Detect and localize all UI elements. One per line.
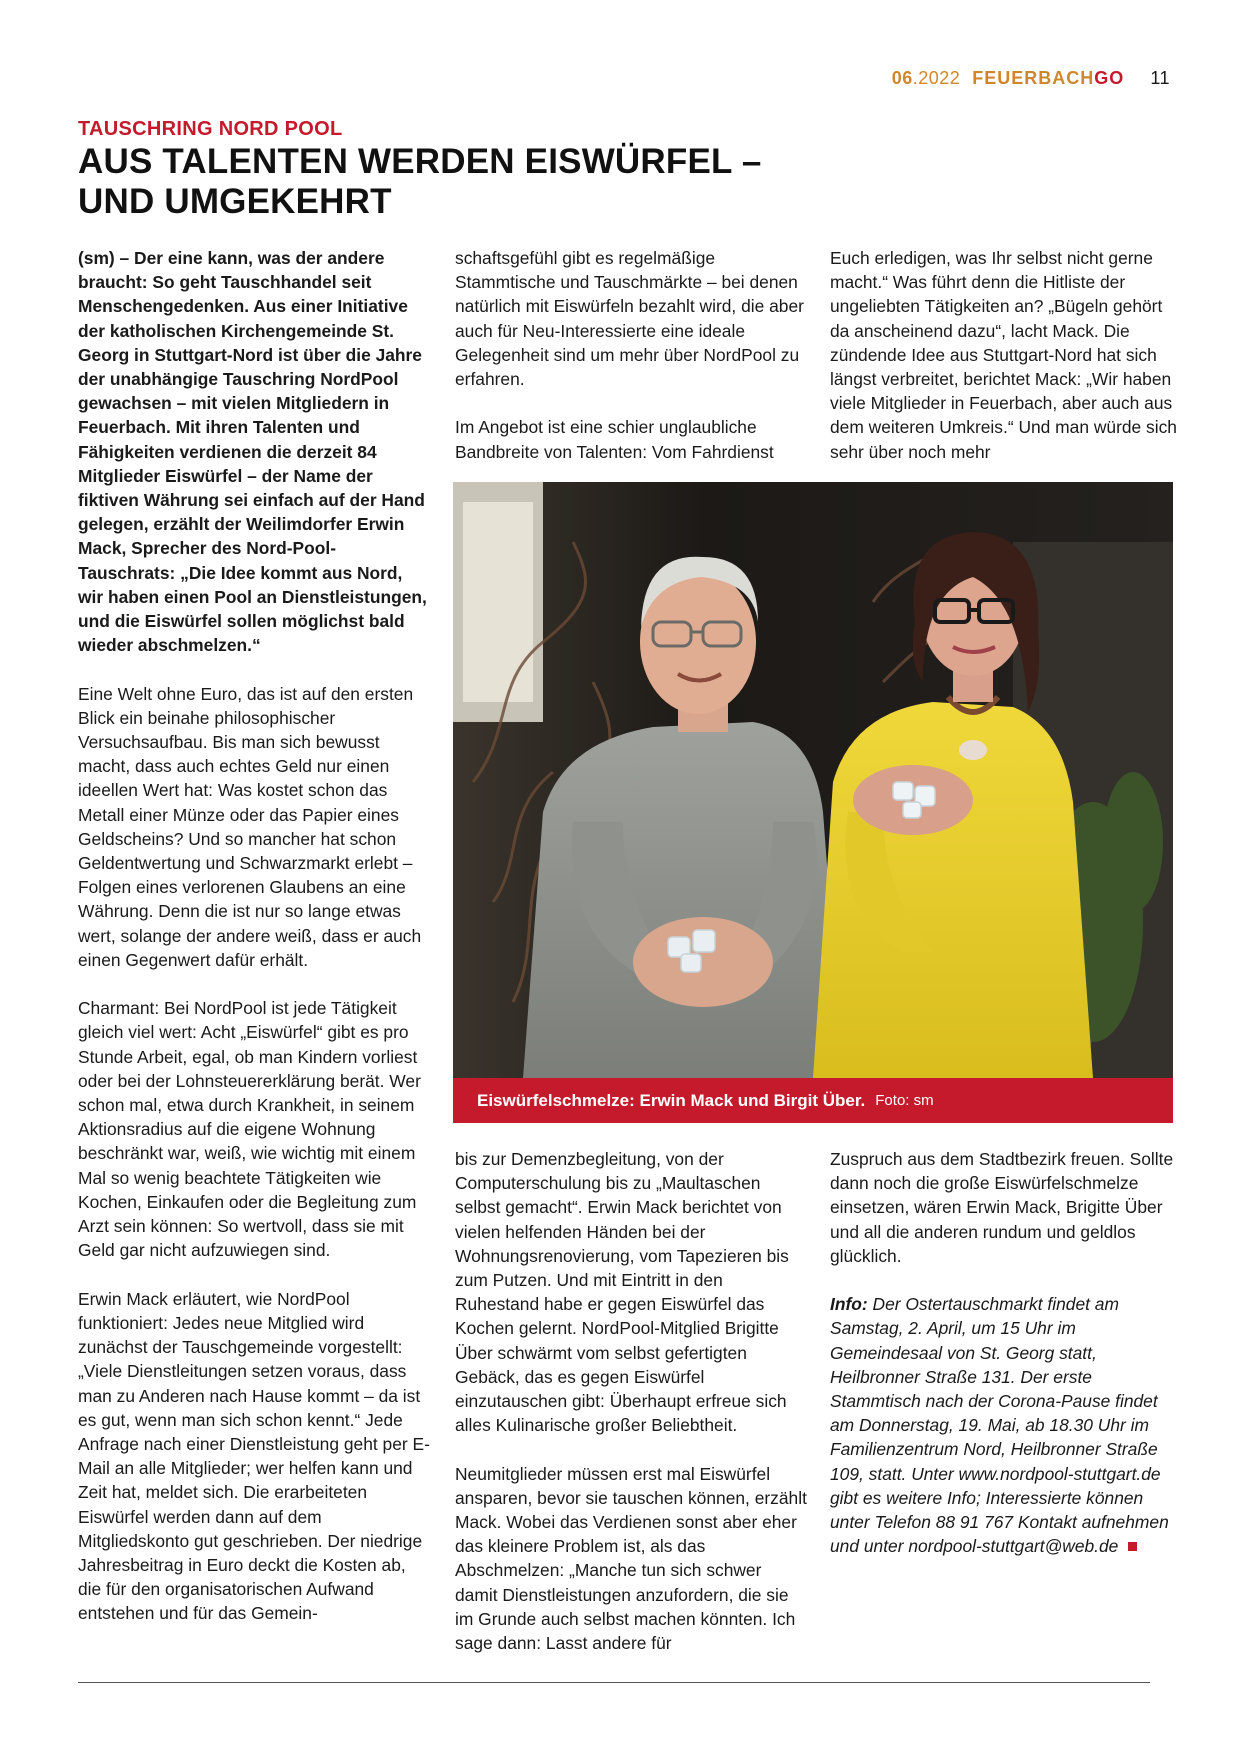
- body-paragraph: Erwin Mack erläutert, wie NordPool funktioniert: Jedes neue Mitglied wird zunächst der Tauschgemeinde vorgestellt: „Viele Dienstleitungen setzen voraus, dass man zu Anderen nach Hause kommt – da ist es gut, wenn man sich schon kennt.“ Jede Anfrage nach einer Dienstleistung geht per E-Mail an alle Mitglieder; wer helfen kann und Zeit hat, meldet sich. Die erarbeiteten Eiswürfel werden dann auf dem Mitgliedskonto gut geschrieben. Der niedrige Jahresbeitrag in Euro deckt die Kosten ab, die für den organisatorischen Aufwand entstehen und für das Gemein-: [78, 1288, 430, 1624]
- article-kicker: TAUSCHRING NORD POOL: [78, 118, 343, 140]
- column-1: [78, 246, 430, 1626]
- end-mark-icon: [1128, 1542, 1137, 1551]
- brand-name-part2: GO: [1094, 68, 1125, 88]
- body-paragraph: Zuspruch aus dem Stadtbezirk freuen. Sollte dann noch die große Eiswürfelschmelze einsetzen, wären Erwin Mack, Brigitte Über und all die anderen rundum und geldlos glücklich.: [830, 1149, 1174, 1266]
- issue-month: 06: [891, 68, 913, 88]
- photo-credit: Foto: sm: [875, 1092, 934, 1109]
- photo-illustration: [453, 482, 1173, 1078]
- body-paragraph: bis zur Demenzbegleitung, von der Computerschulung bis zu „Maultaschen selbst gemacht“. Erwin Mack berichtet von vielen helfenden Händen bei der Wohnungsrenovierung, vom Tapezieren bis zum Putzen. Und mit Eintritt in den Ruhestand habe er gegen Eiswürfel das Kochen gelernt. NordPool-Mitglied Brigitte Über schwärmt vom selbst gefertigten Gebäck, das es gegen Eiswürfel einzutauschen gibt: Überhaupt erfreue sich alles Kulinarische großer Beliebtheit.: [455, 1149, 789, 1436]
- article-photo: [453, 482, 1173, 1078]
- info-label: Info:: [830, 1294, 868, 1315]
- photo-caption: [453, 1078, 1173, 1123]
- info-text: Der Ostertauschmarkt findet am Samstag, 2. April, um 15 Uhr im Gemeindesaal von St. Georg statt, Heilbronner Straße 131. Der erste Stammtisch nach der Corona-Pause findet am Donnerstag, 19. Mai, ab 18.30 Uhr im Familienzentrum Nord, Heilbronner Straße 109, statt. Unter www.nordpool-stuttgart.de gibt es weitere Info; Interessierte können unter Telefon 88 91 767 Kontakt aufnehmen und unter nordpool-stuttgart@web.de: [830, 1294, 1169, 1557]
- footer-rule: [78, 1682, 1150, 1683]
- body-paragraph: schaftsgefühl gibt es regelmäßige Stammtische und Tauschmärkte – bei denen natürlich mit Eiswürfeln bezahlt wird, die aber auch für Neu-Interessierte eine ideale Gelegenheit sind um mehr über NordPool zu erfahren.: [455, 248, 804, 390]
- page-header: [892, 68, 1170, 89]
- page-number: 11: [1150, 68, 1170, 88]
- column-2-top: [455, 246, 807, 464]
- column-2-bottom: [455, 1147, 807, 1655]
- column-3-bottom: [830, 1147, 1182, 1558]
- issue-year: .2022: [912, 68, 961, 88]
- body-paragraph: Charmant: Bei NordPool ist jede Tätigkeit gleich viel wert: Acht „Eiswürfel“ gibt es pro Stunde Arbeit, egal, ob man Kindern vorliest oder bei der Lohnsteuererklärung berät. Wer schon mal, etwa durch Krankheit, in seinem Aktionsradius auf die eigene Wohnung beschränkt war, weiß, wie wichtig mit einem Mal so wenig beachtete Tätigkeiten wie Kochen, Einkaufen oder die Begleitung zum Arzt sein können: So wertvoll, dass sie mit Geld gar nicht aufzuwiegen sind.: [78, 998, 421, 1261]
- article-lead: (sm) – Der eine kann, was der andere braucht: So geht Tauschhandel seit Menschengedenken. Aus einer Initiative der katholischen Kirchengemeinde St. Georg in Stuttgart-Nord ist über die Jahre der unabhängige Tauschring NordPool gewachsen – mit vielen Mitgliedern in Feuerbach. Mit ihren Talenten und Fähigkeiten verdienen die derzeit 84 Mitglieder Eiswürfel – der Name der fiktiven Währung sei einfach auf der Hand gelegen, erzählt der Weilimdorfer Erwin Mack, Sprecher des Nord-Pool-Tauschrats: „Die Idee kommt aus Nord, wir haben einen Pool an Dienstleistungen, und die Eiswürfel sollen möglichst bald wieder abschmelzen.“: [78, 248, 427, 656]
- info-box: [830, 1292, 1182, 1558]
- body-paragraph: Neumitglieder müssen erst mal Eiswürfel ansparen, bevor sie tauschen können, erzählt Mack. Wobei das Verdienen sonst aber eher das kleinere Problem ist, als das Abschmelzen: „Manche tun sich schwer damit Dienstleistungen anzufordern, die sie im Grunde auch selbst machen könnten. Ich sage dann: Lasst andere für: [455, 1463, 807, 1654]
- article-headline: AUS TALENTEN WERDEN EISWÜRFEL – UND UMGEKEHRT: [78, 142, 762, 221]
- body-paragraph: Euch erledigen, was Ihr selbst nicht gerne macht.“ Was führt denn die Hitliste der ungeliebten Tätigkeiten an? „Bügeln gehört da anscheinend dazu“, lacht Mack. Die zündende Idee aus Stuttgart-Nord hat sich längst verbreitet, berichtet Mack: „Wir haben viele Mitglieder in Feuerbach, aber auch aus dem weiteren Umkreis.“ Und man würde sich sehr über noch mehr: [830, 248, 1177, 462]
- caption-text: Eiswürfelschmelze: Erwin Mack und Birgit Über.: [477, 1090, 866, 1110]
- column-3-top: [830, 246, 1182, 464]
- brand-name-part1: FEUERBACH: [972, 68, 1095, 88]
- body-paragraph: Im Angebot ist eine schier unglaubliche Bandbreite von Talenten: Vom Fahrdienst: [455, 417, 774, 462]
- body-paragraph: Eine Welt ohne Euro, das ist auf den ersten Blick ein beinahe philosophischer Versuchsaufbau. Bis man sich bewusst macht, dass auch echtes Geld nur einen ideellen Wert hat: Was kostet schon das Metall einer Münze oder das Papier eines Geldscheins? Und so mancher hat schon Geldentwertung und Schwarzmarkt erlebt – Folgen eines verlorenen Glaubens an eine Währung. Denn die ist nur so lange etwas wert, solange der andere weiß, dass er auch einen Gegenwert dafür erhält.: [78, 683, 422, 970]
